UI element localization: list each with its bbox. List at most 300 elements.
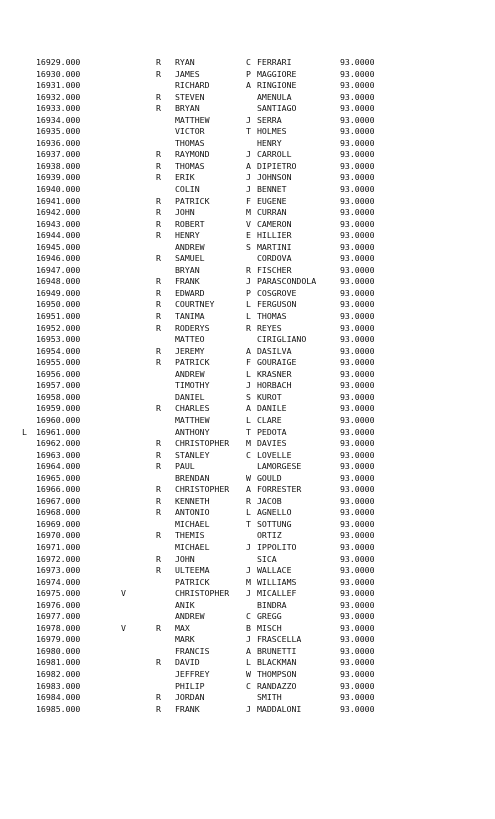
row-resident-flag: R <box>156 311 161 322</box>
row-first-name: PHILIP <box>175 680 205 691</box>
row-last-name: MISCH <box>257 622 282 633</box>
list-row <box>0 334 495 346</box>
row-score: 93.0000 <box>340 380 375 391</box>
row-resident-flag: R <box>156 345 161 356</box>
list-row <box>0 299 495 311</box>
row-middle-initial: J <box>246 149 251 160</box>
row-first-name: PAUL <box>175 461 195 472</box>
row-first-name: FRANK <box>175 276 200 287</box>
row-last-name: BENNET <box>257 184 287 195</box>
row-resident-flag: R <box>156 692 161 703</box>
row-score: 93.0000 <box>340 345 375 356</box>
row-middle-initial: L <box>246 414 251 425</box>
row-first-name: BRYAN <box>175 103 200 114</box>
row-score: 93.0000 <box>340 264 375 275</box>
row-list-number: 16970.000 <box>36 530 81 541</box>
row-first-name: JOHN <box>175 553 195 564</box>
list-row <box>0 207 495 219</box>
row-first-name: MICHAEL <box>175 518 210 529</box>
row-last-name: FISCHER <box>257 264 292 275</box>
row-last-name: HORBACH <box>257 380 292 391</box>
row-last-name: CLARE <box>257 414 282 425</box>
row-middle-initial: T <box>246 126 251 137</box>
row-score: 93.0000 <box>340 137 375 148</box>
list-row <box>0 600 495 612</box>
row-score: 93.0000 <box>340 611 375 622</box>
row-list-number: 16945.000 <box>36 241 81 252</box>
row-last-name: CARROLL <box>257 149 292 160</box>
row-resident-flag: R <box>156 438 161 449</box>
row-last-name: AMENULA <box>257 91 292 102</box>
row-last-name: SERRA <box>257 114 282 125</box>
list-row <box>0 554 495 566</box>
row-middle-initial: A <box>246 403 251 414</box>
row-first-name: CHARLES <box>175 403 210 414</box>
row-first-name: SAMUEL <box>175 253 205 264</box>
row-resident-flag: R <box>156 103 161 114</box>
row-list-number: 16956.000 <box>36 368 81 379</box>
row-last-name: HOLMES <box>257 126 287 137</box>
row-first-name: JEREMY <box>175 345 205 356</box>
row-score: 93.0000 <box>340 149 375 160</box>
row-score: 93.0000 <box>340 368 375 379</box>
row-score: 93.0000 <box>340 692 375 703</box>
row-score: 93.0000 <box>340 645 375 656</box>
row-first-name: TIMOTHY <box>175 380 210 391</box>
list-row <box>0 657 495 669</box>
row-list-number: 16961.000 <box>36 426 81 437</box>
row-first-name: JORDAN <box>175 692 205 703</box>
row-resident-flag: R <box>156 403 161 414</box>
list-row <box>0 692 495 704</box>
row-resident-flag: R <box>156 322 161 333</box>
row-middle-initial: V <box>246 218 251 229</box>
row-score: 93.0000 <box>340 507 375 518</box>
row-first-name: PATRICK <box>175 195 210 206</box>
list-row <box>0 519 495 531</box>
row-list-number: 16947.000 <box>36 264 81 275</box>
row-last-name: BINDRA <box>257 599 287 610</box>
row-last-name: FERGUSON <box>257 299 297 310</box>
row-list-number: 16973.000 <box>36 565 81 576</box>
row-list-number: 16960.000 <box>36 414 81 425</box>
row-first-name: COURTNEY <box>175 299 215 310</box>
row-list-number: 16978.000 <box>36 622 81 633</box>
row-last-name: DASILVA <box>257 345 292 356</box>
row-middle-initial: A <box>246 160 251 171</box>
row-first-name: ANIK <box>175 599 195 610</box>
row-middle-initial: L <box>246 507 251 518</box>
list-row <box>0 219 495 231</box>
row-middle-initial: T <box>246 518 251 529</box>
row-list-number: 16935.000 <box>36 126 81 137</box>
row-first-name: JEFFREY <box>175 668 210 679</box>
row-first-name: PATRICK <box>175 576 210 587</box>
row-score: 93.0000 <box>340 299 375 310</box>
row-last-name: IPPOLITO <box>257 541 297 552</box>
list-row <box>0 265 495 277</box>
list-row <box>0 230 495 242</box>
row-score: 93.0000 <box>340 184 375 195</box>
list-row <box>0 369 495 381</box>
row-middle-initial: J <box>246 184 251 195</box>
list-row <box>0 92 495 104</box>
list-row <box>0 138 495 150</box>
row-middle-initial: M <box>246 438 251 449</box>
row-last-name: HILLIER <box>257 230 292 241</box>
list-row <box>0 646 495 658</box>
row-list-number: 16930.000 <box>36 68 81 79</box>
row-last-name: AGNELLO <box>257 507 292 518</box>
row-first-name: HENRY <box>175 230 200 241</box>
row-score: 93.0000 <box>340 357 375 368</box>
row-list-number: 16949.000 <box>36 287 81 298</box>
list-row <box>0 323 495 335</box>
row-score: 93.0000 <box>340 126 375 137</box>
row-score: 93.0000 <box>340 80 375 91</box>
row-middle-initial: F <box>246 357 251 368</box>
row-middle-initial: J <box>246 634 251 645</box>
row-last-name: FORRESTER <box>257 484 302 495</box>
row-score: 93.0000 <box>340 414 375 425</box>
row-first-name: ANDREW <box>175 368 205 379</box>
row-score: 93.0000 <box>340 241 375 252</box>
row-resident-flag: R <box>156 495 161 506</box>
row-score: 93.0000 <box>340 391 375 402</box>
row-list-number: 16981.000 <box>36 657 81 668</box>
row-middle-initial: L <box>246 311 251 322</box>
row-resident-flag: R <box>156 207 161 218</box>
list-row <box>0 184 495 196</box>
row-list-number: 16938.000 <box>36 160 81 171</box>
row-score: 93.0000 <box>340 495 375 506</box>
row-middle-initial: A <box>246 80 251 91</box>
row-list-number: 16979.000 <box>36 634 81 645</box>
list-row <box>0 634 495 646</box>
row-last-name: LAMORGESE <box>257 461 302 472</box>
row-middle-initial: A <box>246 484 251 495</box>
list-row <box>0 196 495 208</box>
row-first-name: FRANCIS <box>175 645 210 656</box>
row-last-name: WALLACE <box>257 565 292 576</box>
row-score: 93.0000 <box>340 703 375 714</box>
list-row <box>0 530 495 542</box>
row-last-name: EUGENE <box>257 195 287 206</box>
row-first-name: MATTHEW <box>175 414 210 425</box>
row-first-name: RAYMOND <box>175 149 210 160</box>
row-resident-flag: R <box>156 195 161 206</box>
row-resident-flag: R <box>156 68 161 79</box>
row-score: 93.0000 <box>340 680 375 691</box>
row-middle-initial: J <box>246 276 251 287</box>
row-first-name: BRENDAN <box>175 472 210 483</box>
list-row <box>0 80 495 92</box>
row-last-name: GOULD <box>257 472 282 483</box>
list-row <box>0 427 495 439</box>
list-row <box>0 438 495 450</box>
row-first-name: FRANK <box>175 703 200 714</box>
row-first-name: RYAN <box>175 57 195 67</box>
row-list-number: 16982.000 <box>36 668 81 679</box>
row-score: 93.0000 <box>340 114 375 125</box>
row-first-name: STANLEY <box>175 449 210 460</box>
row-middle-initial: J <box>246 588 251 599</box>
row-list-number: 16980.000 <box>36 645 81 656</box>
row-list-number: 16958.000 <box>36 391 81 402</box>
row-last-name: MARTINI <box>257 241 292 252</box>
row-list-number: 16975.000 <box>36 588 81 599</box>
row-first-name: KENNETH <box>175 495 210 506</box>
row-veteran-flag: V <box>121 588 126 599</box>
row-last-name: THOMAS <box>257 311 287 322</box>
row-first-name: COLIN <box>175 184 200 195</box>
row-last-name: GREGG <box>257 611 282 622</box>
row-first-name: CHRISTOPHER <box>175 438 230 449</box>
row-list-number: 16955.000 <box>36 357 81 368</box>
row-last-name: RANDAZZO <box>257 680 297 691</box>
row-score: 93.0000 <box>340 160 375 171</box>
row-last-name: WILLIAMS <box>257 576 297 587</box>
list-row <box>0 126 495 138</box>
row-last-name: LOVELLE <box>257 449 292 460</box>
row-resident-flag: R <box>156 484 161 495</box>
row-resident-flag: R <box>156 449 161 460</box>
row-first-name: JAMES <box>175 68 200 79</box>
row-score: 93.0000 <box>340 57 375 67</box>
row-first-name: DAVID <box>175 657 200 668</box>
list-row <box>0 57 495 69</box>
row-list-number: 16929.000 <box>36 57 81 67</box>
row-score: 93.0000 <box>340 311 375 322</box>
row-score: 93.0000 <box>340 668 375 679</box>
row-last-name: MAGGIORE <box>257 68 297 79</box>
row-resident-flag: R <box>156 553 161 564</box>
row-middle-initial: E <box>246 230 251 241</box>
row-list-number: 16932.000 <box>36 91 81 102</box>
row-middle-initial: L <box>246 368 251 379</box>
list-row <box>0 704 495 716</box>
row-middle-initial: A <box>246 345 251 356</box>
row-middle-initial: M <box>246 207 251 218</box>
row-list-number: 16944.000 <box>36 230 81 241</box>
row-last-name: SANTIAGO <box>257 103 297 114</box>
row-middle-initial: R <box>246 495 251 506</box>
row-last-name: CURRAN <box>257 207 287 218</box>
row-last-name: CIRIGLIANO <box>257 334 307 345</box>
row-middle-initial: L <box>246 299 251 310</box>
row-list-number: 16967.000 <box>36 495 81 506</box>
row-middle-initial: J <box>246 703 251 714</box>
row-score: 93.0000 <box>340 634 375 645</box>
row-score: 93.0000 <box>340 449 375 460</box>
row-last-name: BLACKMAN <box>257 657 297 668</box>
row-score: 93.0000 <box>340 461 375 472</box>
row-first-name: VICTOR <box>175 126 205 137</box>
row-middle-initial: C <box>246 57 251 67</box>
list-row <box>0 346 495 358</box>
row-list-number: 16985.000 <box>36 703 81 714</box>
row-middle-initial: P <box>246 287 251 298</box>
row-score: 93.0000 <box>340 599 375 610</box>
row-score: 93.0000 <box>340 276 375 287</box>
row-list-number: 16966.000 <box>36 484 81 495</box>
list-row <box>0 415 495 427</box>
row-first-name: CHRISTOPHER <box>175 484 230 495</box>
row-last-name: BRUNETTI <box>257 645 297 656</box>
row-last-name: RINGIONE <box>257 80 297 91</box>
row-resident-flag: R <box>156 287 161 298</box>
ranked-list <box>0 57 495 715</box>
list-row <box>0 461 495 473</box>
row-last-name: DAVIES <box>257 438 287 449</box>
row-middle-initial: S <box>246 241 251 252</box>
row-last-name: FERRARI <box>257 57 292 67</box>
row-last-name: SMITH <box>257 692 282 703</box>
row-list-number: 16936.000 <box>36 137 81 148</box>
row-score: 93.0000 <box>340 472 375 483</box>
list-row <box>0 473 495 485</box>
row-score: 93.0000 <box>340 438 375 449</box>
row-list-number: 16968.000 <box>36 507 81 518</box>
row-list-number: 16984.000 <box>36 692 81 703</box>
row-list-number: 16933.000 <box>36 103 81 114</box>
row-score: 93.0000 <box>340 91 375 102</box>
row-last-name: THOMPSON <box>257 668 297 679</box>
row-resident-flag: R <box>156 357 161 368</box>
row-score: 93.0000 <box>340 518 375 529</box>
row-first-name: RODERYS <box>175 322 210 333</box>
row-middle-initial: C <box>246 680 251 691</box>
row-list-number: 16931.000 <box>36 80 81 91</box>
row-middle-initial: J <box>246 114 251 125</box>
row-first-name: MAX <box>175 622 190 633</box>
row-last-name: PARASCONDOLA <box>257 276 317 287</box>
row-resident-flag: R <box>156 91 161 102</box>
list-row <box>0 450 495 462</box>
row-first-name: PATRICK <box>175 357 210 368</box>
list-row <box>0 69 495 81</box>
row-list-number: 16953.000 <box>36 334 81 345</box>
row-resident-flag: R <box>156 299 161 310</box>
row-last-name: SICA <box>257 553 277 564</box>
list-row <box>0 403 495 415</box>
row-first-name: CHRISTOPHER <box>175 588 230 599</box>
row-veteran-flag: V <box>121 622 126 633</box>
row-score: 93.0000 <box>340 403 375 414</box>
row-resident-flag: R <box>156 507 161 518</box>
list-row <box>0 288 495 300</box>
row-list-number: 16951.000 <box>36 311 81 322</box>
row-list-number: 16983.000 <box>36 680 81 691</box>
list-row <box>0 253 495 265</box>
row-list-number: 16943.000 <box>36 218 81 229</box>
row-list-number: 16946.000 <box>36 253 81 264</box>
row-middle-initial: R <box>246 322 251 333</box>
row-list-number: 16957.000 <box>36 380 81 391</box>
row-resident-flag: R <box>156 530 161 541</box>
row-first-name: ANDREW <box>175 241 205 252</box>
row-list-number: 16940.000 <box>36 184 81 195</box>
row-middle-initial: W <box>246 472 251 483</box>
row-score: 93.0000 <box>340 195 375 206</box>
row-middle-initial: P <box>246 68 251 79</box>
row-first-name: RICHARD <box>175 80 210 91</box>
row-first-name: MATTEO <box>175 334 205 345</box>
row-last-name: CAMERON <box>257 218 292 229</box>
row-resident-flag: R <box>156 276 161 287</box>
row-score: 93.0000 <box>340 218 375 229</box>
row-first-name: MICHAEL <box>175 541 210 552</box>
row-list-number: 16976.000 <box>36 599 81 610</box>
row-first-name: THOMAS <box>175 137 205 148</box>
row-middle-initial: L <box>246 657 251 668</box>
row-middle-initial: A <box>246 645 251 656</box>
row-list-number: 16965.000 <box>36 472 81 483</box>
row-list-number: 16954.000 <box>36 345 81 356</box>
list-row <box>0 103 495 115</box>
list-row <box>0 392 495 404</box>
row-list-number: 16964.000 <box>36 461 81 472</box>
list-row <box>0 484 495 496</box>
list-row <box>0 507 495 519</box>
row-score: 93.0000 <box>340 322 375 333</box>
list-row <box>0 311 495 323</box>
row-first-name: JOHN <box>175 207 195 218</box>
list-row <box>0 172 495 184</box>
row-list-number: 16959.000 <box>36 403 81 414</box>
row-list-number: 16948.000 <box>36 276 81 287</box>
row-list-number: 16952.000 <box>36 322 81 333</box>
row-middle-initial: C <box>246 449 251 460</box>
row-last-name: KRASNER <box>257 368 292 379</box>
row-middle-initial: J <box>246 565 251 576</box>
row-list-number: 16974.000 <box>36 576 81 587</box>
row-list-number: 16934.000 <box>36 114 81 125</box>
row-score: 93.0000 <box>340 530 375 541</box>
list-row <box>0 357 495 369</box>
row-middle-initial: B <box>246 622 251 633</box>
list-row <box>0 115 495 127</box>
row-last-name: MICALLEF <box>257 588 297 599</box>
row-score: 93.0000 <box>340 588 375 599</box>
row-middle-initial: C <box>246 611 251 622</box>
row-score: 93.0000 <box>340 103 375 114</box>
row-score: 93.0000 <box>340 334 375 345</box>
row-middle-initial: J <box>246 380 251 391</box>
row-first-name: ANTONIO <box>175 507 210 518</box>
row-score: 93.0000 <box>340 253 375 264</box>
row-resident-flag: R <box>156 703 161 714</box>
row-first-name: MATTHEW <box>175 114 210 125</box>
row-last-name: DANILE <box>257 403 287 414</box>
row-score: 93.0000 <box>340 207 375 218</box>
row-first-name: MARK <box>175 634 195 645</box>
row-first-name: EDWARD <box>175 287 205 298</box>
list-row <box>0 149 495 161</box>
row-last-name: GOURAIGE <box>257 357 297 368</box>
row-list-number: 16950.000 <box>36 299 81 310</box>
row-first-name: THOMAS <box>175 160 205 171</box>
row-score: 93.0000 <box>340 172 375 183</box>
row-first-name: STEVEN <box>175 91 205 102</box>
row-list-number: 16939.000 <box>36 172 81 183</box>
row-resident-flag: R <box>156 253 161 264</box>
row-resident-flag: R <box>156 172 161 183</box>
row-list-number: 16942.000 <box>36 207 81 218</box>
row-score: 93.0000 <box>340 287 375 298</box>
row-resident-flag: R <box>156 565 161 576</box>
list-row <box>0 276 495 288</box>
